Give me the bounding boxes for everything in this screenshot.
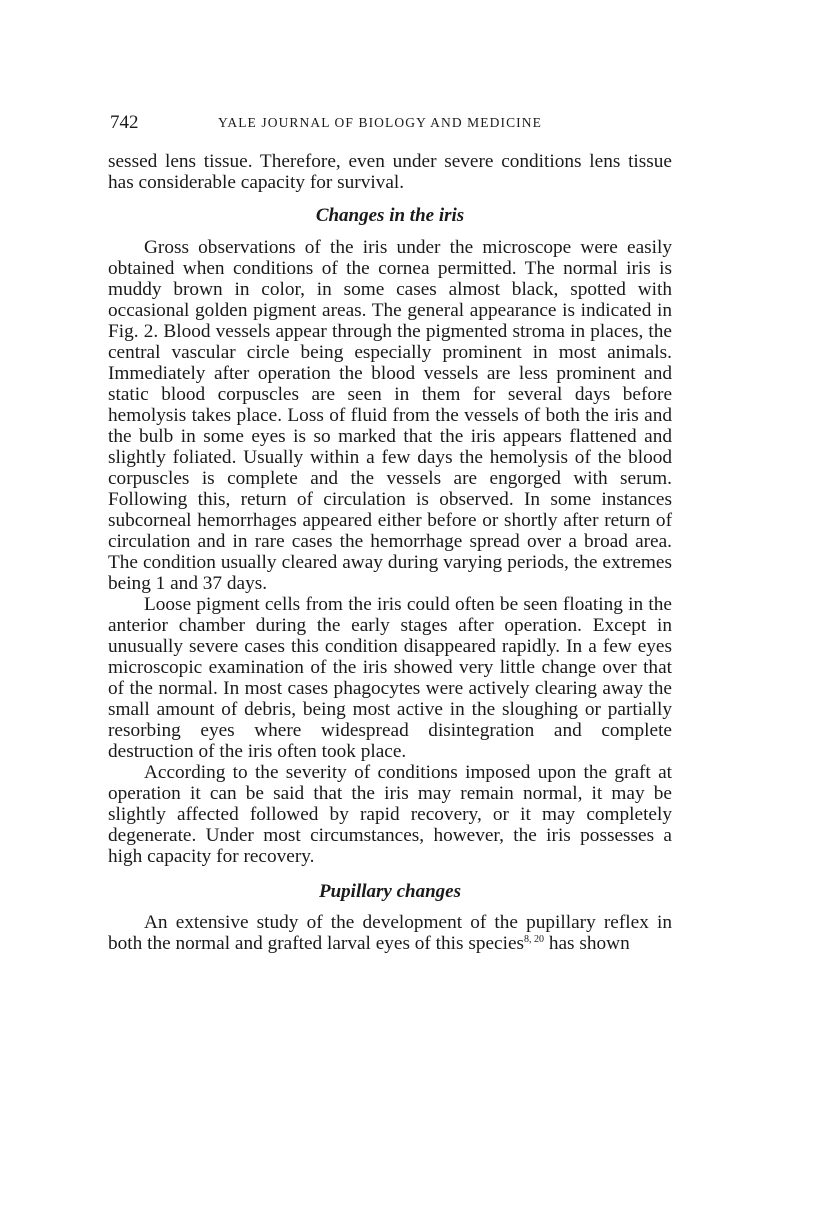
running-header	[108, 108, 672, 132]
iris-paragraph-1: Gross observations of the iris under the microscope were easily obtained when conditions of the cornea permitted. The normal iris is muddy brown in color, in some cases almost black, spotted with occasional golden pigment areas. The general appearance is indicated in Fig. 2. Blood vessels appear through the pigmented stroma in places, the central vascular circle being especially prominent in most animals. Immediately after operation the blood vessels are less prominent and static blood corpuscles are seen in them for several days before hemolysis takes place. Loss of fluid from the vessels of both the iris and the bulb in some eyes is so marked that the iris appears flattened and slightly foliated. Usually within a few days the hemolysis of the blood corpuscles is complete and the vessels are engorged with serum. Following this, return of circulation is observed. In some instances subcorneal hemorrhages appeared either before or shortly after return of circulation and in rare cases the hemorrhage spread over a broad area. The condition usually cleared away during varying periods, the extremes being 1 and 37 days.	[108, 237, 672, 594]
journal-title: YALE JOURNAL OF BIOLOGY AND MEDICINE	[218, 115, 542, 130]
iris-paragraph-3: According to the severity of conditions imposed upon the graft at operation it can be said that the iris may remain normal, it may be slightly affected followed by rapid recovery, or it may completely degenerate. Under most circumstances, however, the iris possesses a high capacity for recovery.	[108, 762, 672, 867]
citation-superscript: 8, 20	[524, 934, 545, 945]
section-heading-pupillary: Pupillary changes	[319, 881, 461, 902]
pupillary-paragraph-text: An extensive study of the development of the pupillary reflex in both the normal and grafted larval eyes of this species	[108, 912, 672, 954]
page-number: 742	[110, 112, 139, 133]
pupillary-paragraph	[108, 912, 672, 954]
section-heading-iris: Changes in the iris	[315, 205, 465, 226]
opening-paragraph: sessed lens tissue. Therefore, even under severe conditions lens tissue has considerable capacity for survival.	[108, 151, 672, 193]
document-page	[108, 108, 672, 954]
iris-paragraph-2: Loose pigment cells from the iris could often be seen floating in the anterior chamber during the early stages after operation. Except in unusually severe cases this condition disappeared rapidly. In a few eyes microscopic examination of the iris showed very little change over that of the normal. In most cases phagocytes were actively clearing away the small amount of debris, being most active in the sloughing or partially resorbing eyes where widespread disintegration and complete destruction of the iris often took place.	[108, 594, 672, 762]
pupillary-paragraph-tail: has shown	[544, 933, 630, 954]
